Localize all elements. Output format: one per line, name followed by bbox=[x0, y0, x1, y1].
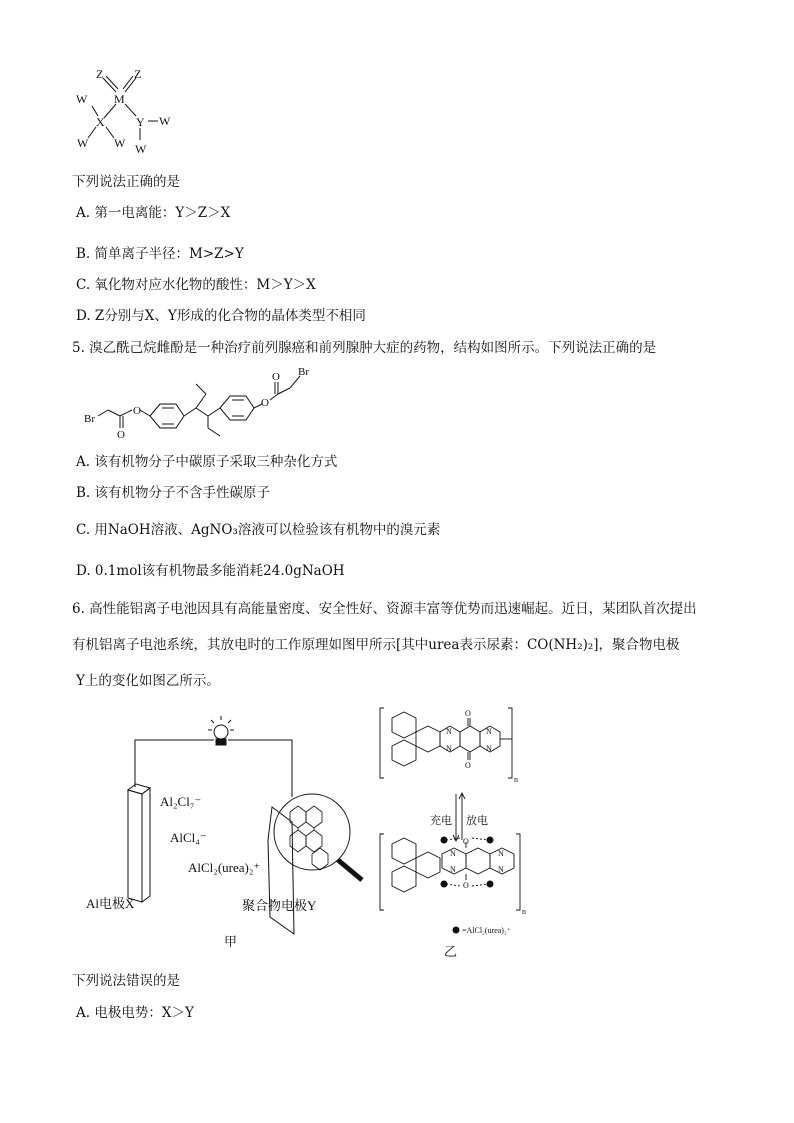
atom-label: Br bbox=[298, 366, 309, 378]
atom-label: N bbox=[486, 744, 492, 753]
atom-label: O bbox=[465, 709, 471, 718]
q4-option-d[interactable]: D. Z分别与X、Y形成的化合物的晶体类型不相同 bbox=[76, 308, 366, 324]
figure-caption-yi: 乙 bbox=[444, 944, 458, 959]
q5-molecule-diagram bbox=[84, 364, 364, 444]
atom-label: X bbox=[96, 115, 105, 129]
ion-label-al2cl7: Al₂Cl₇⁻ bbox=[160, 794, 202, 809]
q4-prompt: 下列说法正确的是 bbox=[72, 174, 180, 190]
atom-label: N bbox=[446, 727, 452, 736]
q5-option-b[interactable]: B. 该有机物分子不含手性碳原子 bbox=[76, 485, 271, 501]
ion-label-alcl2-urea: AlCl₂(urea)₂⁺ bbox=[188, 860, 261, 875]
q4-option-c[interactable]: C. 氧化物对应水化物的酸性：M＞Y＞X bbox=[76, 277, 316, 293]
q4-option-b[interactable]: B. 简单离子半径：M>Z>Y bbox=[76, 246, 244, 262]
q6-stem-line1: 6. 高性能铝离子电池因具有高能量密度、安全性好、资源丰富等优势而迅速崛起。近日，某团队首次提出 bbox=[72, 601, 697, 617]
atom-label: W bbox=[159, 114, 171, 128]
q6-stem-line3: Y上的变化如图乙所示。 bbox=[76, 673, 220, 689]
figure-yi-polymer bbox=[372, 704, 532, 962]
left-electrode-label: Al电极X bbox=[86, 896, 135, 911]
atom-label: O bbox=[463, 881, 469, 890]
atom-label: O bbox=[465, 761, 471, 770]
atom-label: W bbox=[77, 136, 89, 150]
atom-label: N bbox=[498, 849, 504, 858]
atom-label: O bbox=[261, 397, 269, 409]
ion-label-alcl4: AlCl₄⁻ bbox=[170, 830, 207, 845]
discharge-label: 放电 bbox=[466, 815, 488, 827]
atom-label: O bbox=[463, 837, 469, 846]
right-electrode-label: 聚合物电极Y bbox=[242, 898, 317, 913]
atom-label: Z bbox=[134, 67, 142, 81]
atom-label: Z bbox=[96, 67, 104, 81]
q4-option-a[interactable]: A. 第一电离能：Y＞Z＞X bbox=[76, 205, 231, 221]
q4-structure-diagram bbox=[70, 66, 190, 158]
atom-label: N bbox=[450, 849, 456, 858]
atom-label: Y bbox=[136, 115, 145, 129]
figure-caption-jia: 甲 bbox=[224, 934, 238, 949]
atom-label: M bbox=[114, 92, 125, 106]
legend-label: =AlCl₂(urea)₂⁺ bbox=[462, 926, 511, 935]
q6-stem-line2: 有机铝离子电池系统，其放电时的工作原理如图甲所示[其中urea表示尿素：CO(NH₂)₂]，聚合物电极 bbox=[72, 637, 680, 653]
atom-label: n bbox=[514, 775, 518, 784]
atom-label: N bbox=[486, 727, 492, 736]
atom-label: O bbox=[133, 405, 141, 417]
atom-label: N bbox=[446, 744, 452, 753]
q6-prompt: 下列说法错误的是 bbox=[72, 973, 180, 989]
atom-label: n bbox=[522, 907, 526, 916]
charge-label: 充电 bbox=[430, 815, 452, 827]
atom-label: O bbox=[272, 371, 280, 383]
q5-option-a[interactable]: A. 该有机物分子中碳原子采取三种杂化方式 bbox=[76, 454, 338, 470]
atom-label: Br bbox=[84, 413, 95, 425]
atom-label: N bbox=[450, 865, 456, 874]
q6-option-a[interactable]: A. 电极电势：X＞Y bbox=[76, 1005, 194, 1021]
atom-label: N bbox=[498, 865, 504, 874]
q5-option-c[interactable]: C. 用NaOH溶液、AgNO₃溶液可以检验该有机物中的溴元素 bbox=[76, 522, 441, 538]
atom-label: O bbox=[117, 429, 125, 441]
q5-stem: 5. 溴乙酰己烷雌酚是一种治疗前列腺癌和前列腺肿大症的药物，结构如图所示。下列说法正确的是 bbox=[72, 340, 657, 356]
atom-label: W bbox=[135, 142, 147, 156]
figure-jia-battery bbox=[80, 712, 380, 957]
atom-label: W bbox=[76, 92, 88, 106]
q5-option-d[interactable]: D. 0.1mol该有机物最多能消耗24.0gNaOH bbox=[76, 563, 345, 579]
atom-label: W bbox=[114, 136, 126, 150]
